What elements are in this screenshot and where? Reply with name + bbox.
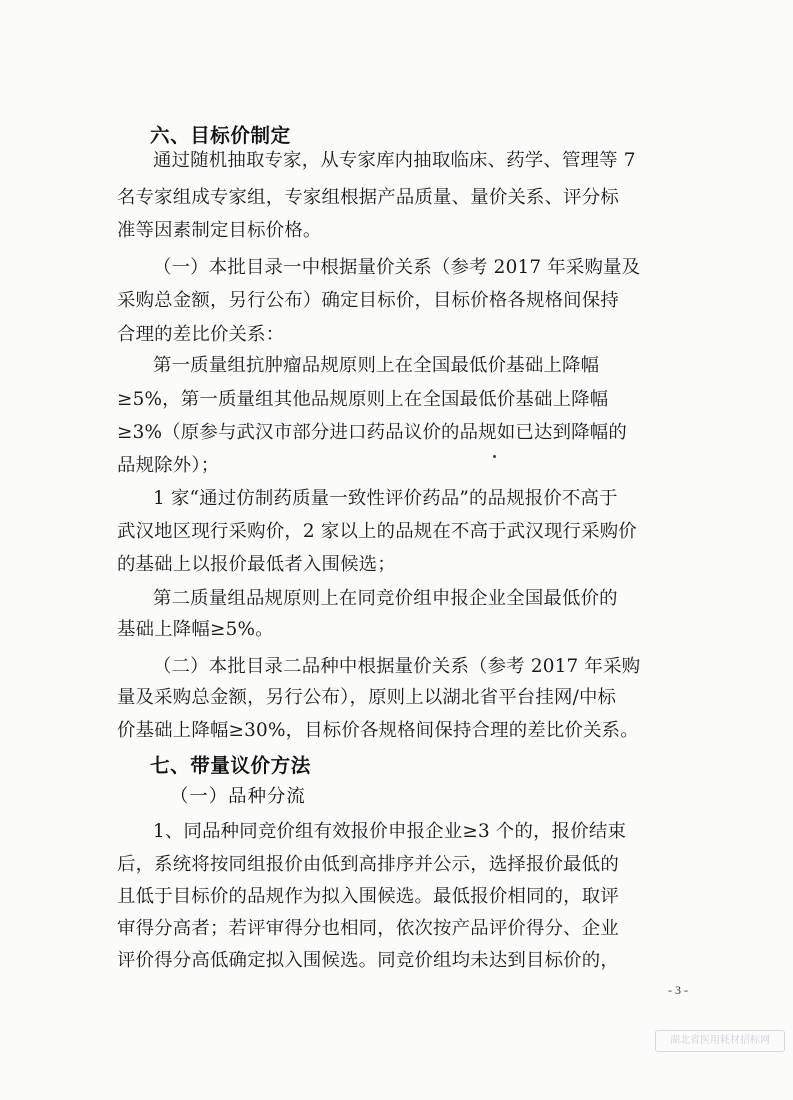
paragraph-line: 基础上降幅≥5%。 — [117, 619, 274, 640]
paragraph-line: 名专家组成专家组，专家组根据产品质量、量价关系、评分标 — [117, 187, 619, 208]
paragraph-line: 后，系统将按同组报价由低到高排序并公示，选择报价最低的 — [117, 854, 619, 875]
scan-speck — [493, 455, 496, 458]
paragraph-line: 采购总金额，另行公布）确定目标价，目标价格各规格间保持 — [117, 290, 619, 311]
paragraph-line: ≥5%，第一质量组其他品规原则上在全国最低价基础上降幅 — [117, 389, 609, 410]
paragraph-line: 的基础上以报价最低者入围候选； — [117, 554, 396, 575]
paragraph-line: 第一质量组抗肿瘤品规原则上在全国最低价基础上降幅 — [153, 355, 600, 376]
paragraph-line: 通过随机抽取专家，从专家库内抽取临床、药学、管理等 7 — [153, 150, 636, 171]
paragraph-line: 准等因素制定目标价格。 — [117, 220, 322, 241]
paragraph-line: 第二质量组品规原则上在同竞价组申报企业全国最低价的 — [153, 588, 618, 609]
paragraph-line: 品规除外）； — [117, 455, 220, 476]
paragraph-line: 1 家“通过仿制药质量一致性评价药品”的品规报价不高于 — [153, 488, 618, 509]
paragraph-line: 价基础上降幅≥30%，目标价各规格间保持合理的差比价关系。 — [117, 720, 639, 741]
section-heading-seven: 七、带量议价方法 — [150, 754, 311, 777]
paragraph-line: （二）本批目录二品种中根据量价关系（参考 2017 年采购 — [153, 656, 641, 677]
sub-heading-variety-split: （一）品种分流 — [170, 786, 306, 807]
paragraph-line: 审得分高者；若评审得分也相同，依次按产品评价得分、企业 — [117, 918, 619, 939]
paragraph-line: 量及采购总金额，另行公布），原则上以湖北省平台挂网/中标 — [117, 687, 617, 708]
paragraph-line: 评价得分高低确定拟入围候选。同竞价组均未达到目标价的， — [117, 950, 619, 971]
paragraph-line: 武汉地区现行采购价，2 家以上的品规在不高于武汉现行采购价 — [117, 521, 637, 542]
paragraph-line: ≥3%（原参与武汉市部分进口药品议价的品规如已达到降幅的 — [117, 422, 627, 443]
watermark: 湖北省医用耗材招标网 — [655, 1030, 785, 1052]
paragraph-line: 合理的差比价关系： — [117, 324, 285, 345]
paragraph-line: （一）本批目录一中根据量价关系（参考 2017 年采购量及 — [153, 257, 641, 278]
paragraph-line: 且低于目标价的品规作为拟入围候选。最低报价相同的，取评 — [117, 886, 619, 907]
section-heading-six: 六、目标价制定 — [150, 124, 291, 147]
paragraph-line: 1、同品种同竞价组有效报价申报企业≥3 个的，报价结束 — [153, 821, 627, 842]
page-number: - 3 - — [668, 983, 688, 997]
